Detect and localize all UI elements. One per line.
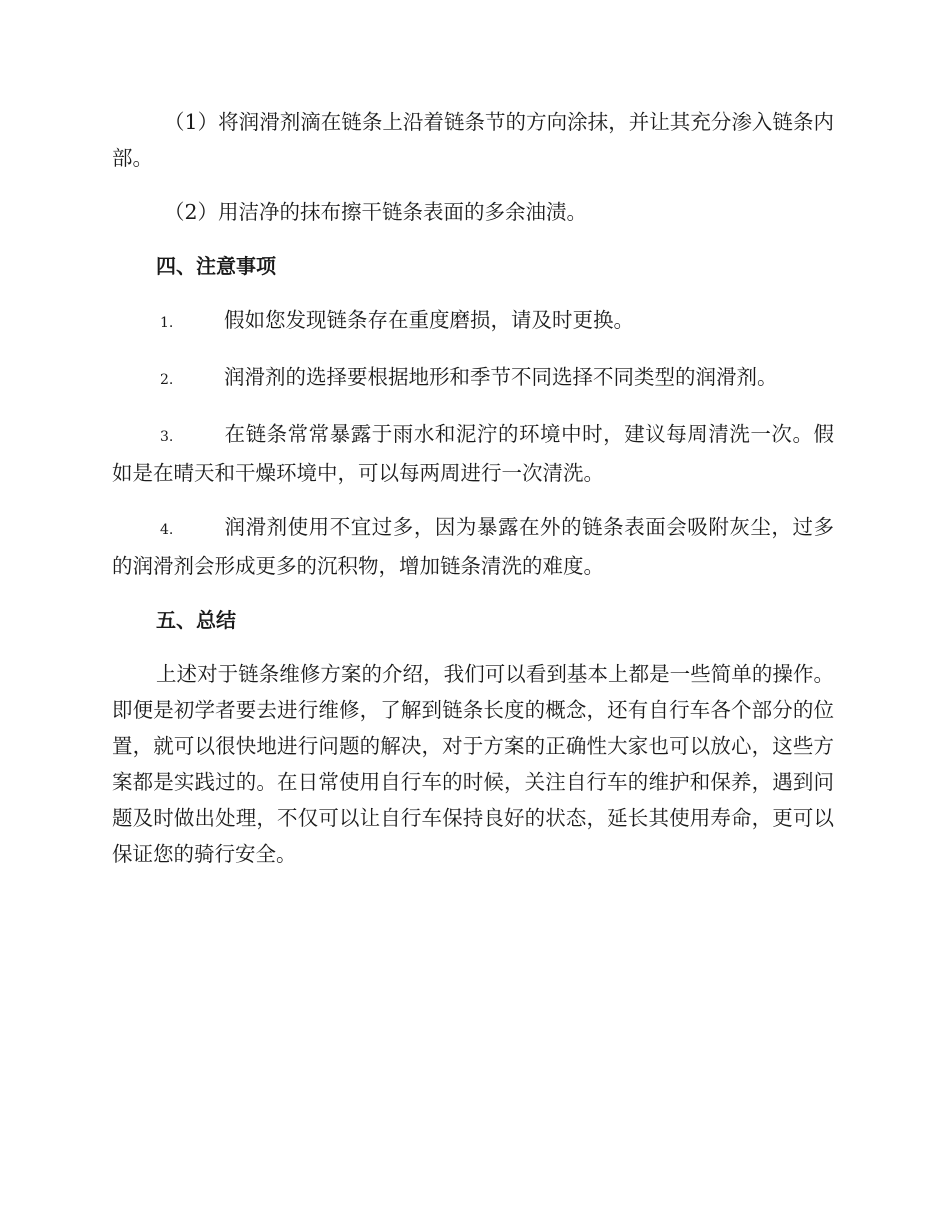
document-page: [112, 104, 834, 872]
step-2-paragraph: （2）用洁净的抹布擦干链条表面的多余油渍。: [164, 200, 588, 224]
summary-paragraph: 上述对于链条维修方案的介绍，我们可以看到基本上都是一些简单的操作。即便是初学者要去进行维修，了解到链条长度的概念，还有自行车各个部分的位置，就可以很快地进行问题的解决，对于方案的正确性大家也可以放心，这些方案都是实践过的。在日常使用自行车的时候，关注自行车的维护和保养，遇到问题及时做出处理，不仅可以让自行车保持良好的状态，延长其使用寿命，更可以保证您的骑行安全。: [112, 662, 834, 866]
list-item-text: 润滑剂使用不宜过多，因为暴露在外的链条表面会吸附灰尘，过多的润滑剂会形成更多的沉积物，增加链条清洗的难度。: [112, 515, 834, 578]
list-item-text: 假如您发现链条存在重度磨损，请及时更换。: [224, 308, 634, 332]
list-item: [112, 416, 834, 491]
list-item-text: 在链条常常暴露于雨水和泥泞的环境中时，建议每周清洗一次。假如是在晴天和干燥环境中，可以每两周进行一次清洗。: [112, 422, 834, 485]
list-item-number: 1.: [160, 315, 174, 331]
section-4-heading: 四、注意事项: [156, 254, 276, 278]
list-item: [112, 359, 834, 398]
list-item: [112, 509, 834, 584]
list-item-number: 3.: [160, 429, 174, 445]
list-item-text: 润滑剂的选择要根据地形和季节不同选择不同类型的润滑剂。: [224, 365, 778, 389]
step-1-paragraph: （1）将润滑剂滴在链条上沿着链条节的方向涂抹，并让其充分渗入链条内部。: [112, 110, 834, 170]
list-item: [112, 302, 834, 341]
section-5-heading: 五、总结: [156, 608, 236, 632]
list-item-number: 4.: [160, 522, 174, 538]
list-item-number: 2.: [160, 372, 174, 388]
